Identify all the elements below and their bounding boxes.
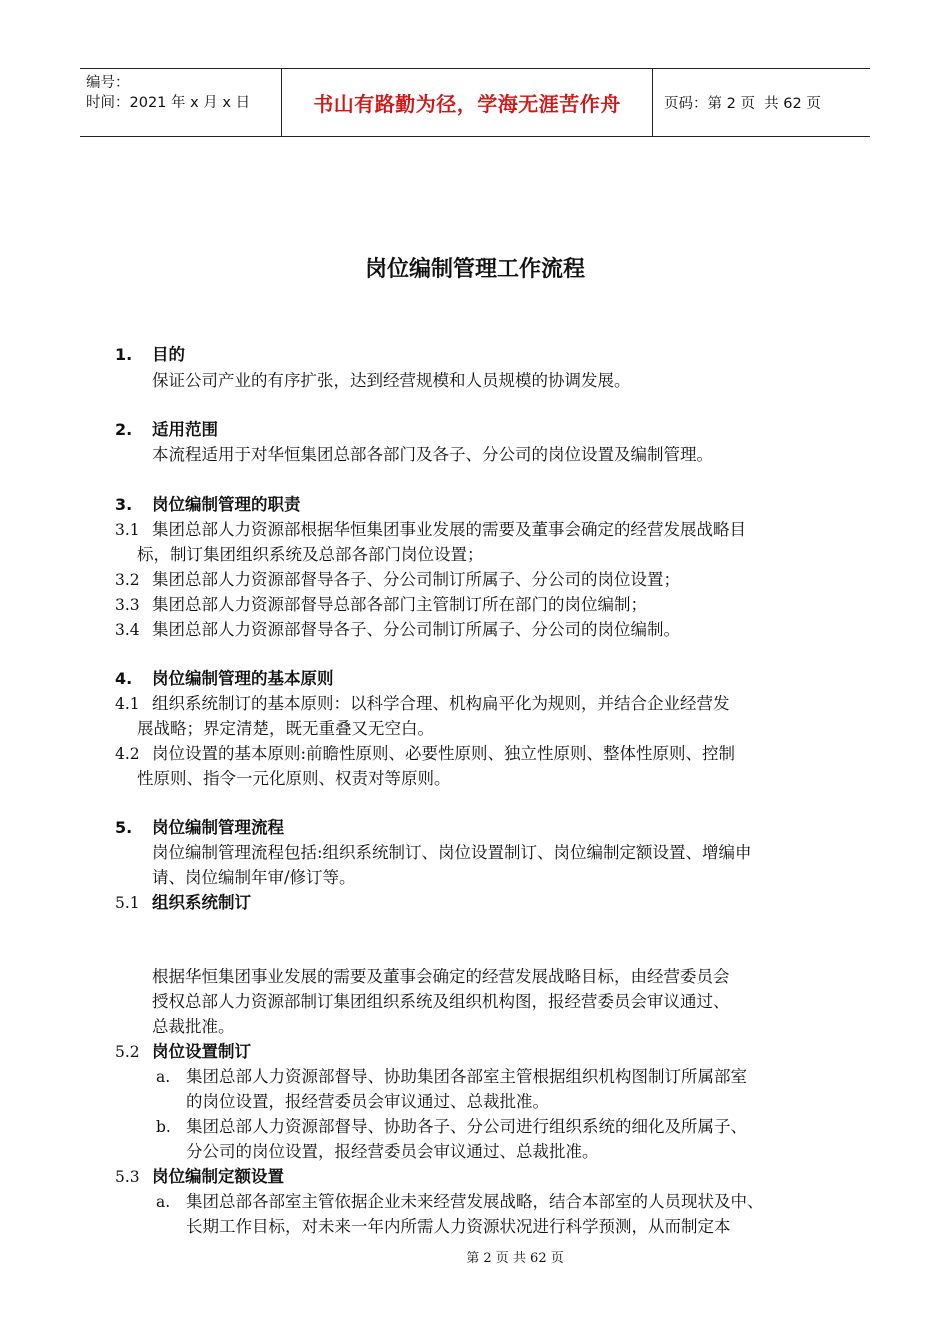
item-5-2-a-label: a. — [156, 1068, 171, 1086]
subsection-5-1-line-1: 根据华恒集团事业发展的需要及董事会确定的经营发展战略目标，由经营委员会 — [152, 967, 730, 986]
header-motto-cell — [281, 69, 653, 136]
section-3-number: 3. — [115, 495, 133, 514]
section-5-intro-line-1: 岗位编制管理流程包括:组织系统制订、岗位设置制订、岗位编制定额设置、增编申 — [152, 843, 752, 862]
section-4-number: 4. — [115, 669, 133, 688]
section-2-body: 本流程适用于对华恒集团总部各部门及各子、分公司的岗位设置及编制管理。 — [152, 445, 713, 464]
item-3-3-line-1: 集团总部人力资源部督导总部各部门主管制订所在部门的岗位编制； — [152, 595, 647, 614]
document-title: 岗位编制管理工作流程 — [364, 257, 585, 282]
section-4-heading: 岗位编制管理的基本原则 — [152, 669, 334, 688]
section-2-heading: 适用范围 — [152, 420, 218, 439]
subsection-5-2-heading: 岗位设置制订 — [152, 1042, 251, 1061]
section-5-number: 5. — [115, 818, 133, 837]
item-5-2-a-line-2: 的岗位设置，报经营委员会审议通过、总裁批准。 — [186, 1092, 549, 1111]
time-label: 时间：2021 年 x 月 x 日 — [86, 95, 251, 111]
subsection-5-1-heading: 组织系统制订 — [152, 893, 251, 912]
subsection-5-1-number: 5.1 — [115, 894, 140, 912]
number-label: 编号： — [86, 75, 130, 91]
item-3-1-line-2: 标，制订集团组织系统及总部各部门岗位设置； — [137, 545, 484, 564]
page-info: 页码：第 2 页 共 62 页 — [664, 96, 821, 112]
item-4-2-line-2: 性原则、指令一元化原则、权责对等原则。 — [137, 769, 451, 788]
section-2-number: 2. — [115, 420, 133, 439]
subsection-5-1-line-2: 授权总部人力资源部制订集团组织系统及组织机构图，报经营委员会审议通过、 — [152, 992, 730, 1011]
item-5-2-b-line-2: 分公司的岗位设置，报经营委员会审议通过、总裁批准。 — [186, 1142, 599, 1161]
section-1-body: 保证公司产业的有序扩张，达到经营规模和人员规模的协调发展。 — [152, 371, 631, 390]
section-1-number: 1. — [115, 345, 133, 364]
section-5-intro-line-2: 请、岗位编制年审/修订等。 — [152, 868, 356, 887]
header-meta — [80, 69, 281, 136]
item-3-2-line-1: 集团总部人力资源部督导各子、分公司制订所属子、分公司的岗位设置； — [152, 570, 680, 589]
header-page-cell — [653, 69, 870, 136]
item-5-2-b-label: b. — [156, 1118, 171, 1136]
item-4-1-line-1: 组织系统制订的基本原则：以科学合理、机构扁平化为规则，并结合企业经营发 — [152, 694, 730, 713]
item-5-2-b-line-1: 集团总部人力资源部督导、协助各子、分公司进行组织系统的细化及所属子、 — [186, 1117, 747, 1136]
section-3-heading: 岗位编制管理的职责 — [152, 495, 301, 514]
item-3-4-line-1: 集团总部人力资源部督导各子、分公司制订所属子、分公司的岗位编制。 — [152, 620, 680, 639]
item-4-1-line-2: 展战略；界定清楚，既无重叠又无空白。 — [137, 719, 434, 738]
subsection-5-3-number: 5.3 — [115, 1168, 140, 1186]
item-3-1-number: 3.1 — [115, 521, 140, 539]
item-4-2-number: 4.2 — [115, 745, 140, 763]
subsection-5-3-heading: 岗位编制定额设置 — [152, 1167, 284, 1186]
subsection-5-1-line-3: 总裁批准。 — [152, 1017, 235, 1036]
item-4-1-number: 4.1 — [115, 695, 140, 713]
page-footer: 第 2 页 共 62 页 — [466, 1251, 564, 1266]
section-1-heading: 目的 — [152, 345, 185, 364]
item-3-4-number: 3.4 — [115, 621, 140, 639]
document-header — [80, 68, 870, 137]
item-5-2-a-line-1: 集团总部人力资源部督导、协助集团各部室主管根据组织机构图制订所属部室 — [186, 1067, 747, 1086]
section-5-heading: 岗位编制管理流程 — [152, 818, 284, 837]
item-5-3-a-line-1: 集团总部各部室主管依据企业未来经营发展战略，结合本部室的人员现状及中、 — [186, 1192, 764, 1211]
item-3-2-number: 3.2 — [115, 571, 140, 589]
subsection-5-2-number: 5.2 — [115, 1043, 140, 1061]
item-3-1-line-1: 集团总部人力资源部根据华恒集团事业发展的需要及董事会确定的经营发展战略目 — [152, 520, 746, 539]
header-motto: 书山有路勤为径，学海无涯苦作舟 — [313, 92, 621, 116]
item-4-2-line-1: 岗位设置的基本原则:前瞻性原则、必要性原则、独立性原则、整体性原则、控制 — [152, 744, 736, 763]
item-5-3-a-label: a. — [156, 1193, 171, 1211]
item-3-3-number: 3.3 — [115, 596, 140, 614]
item-5-3-a-line-2: 长期工作目标，对未来一年内所需人力资源状况进行科学预测，从而制定本 — [186, 1217, 731, 1236]
